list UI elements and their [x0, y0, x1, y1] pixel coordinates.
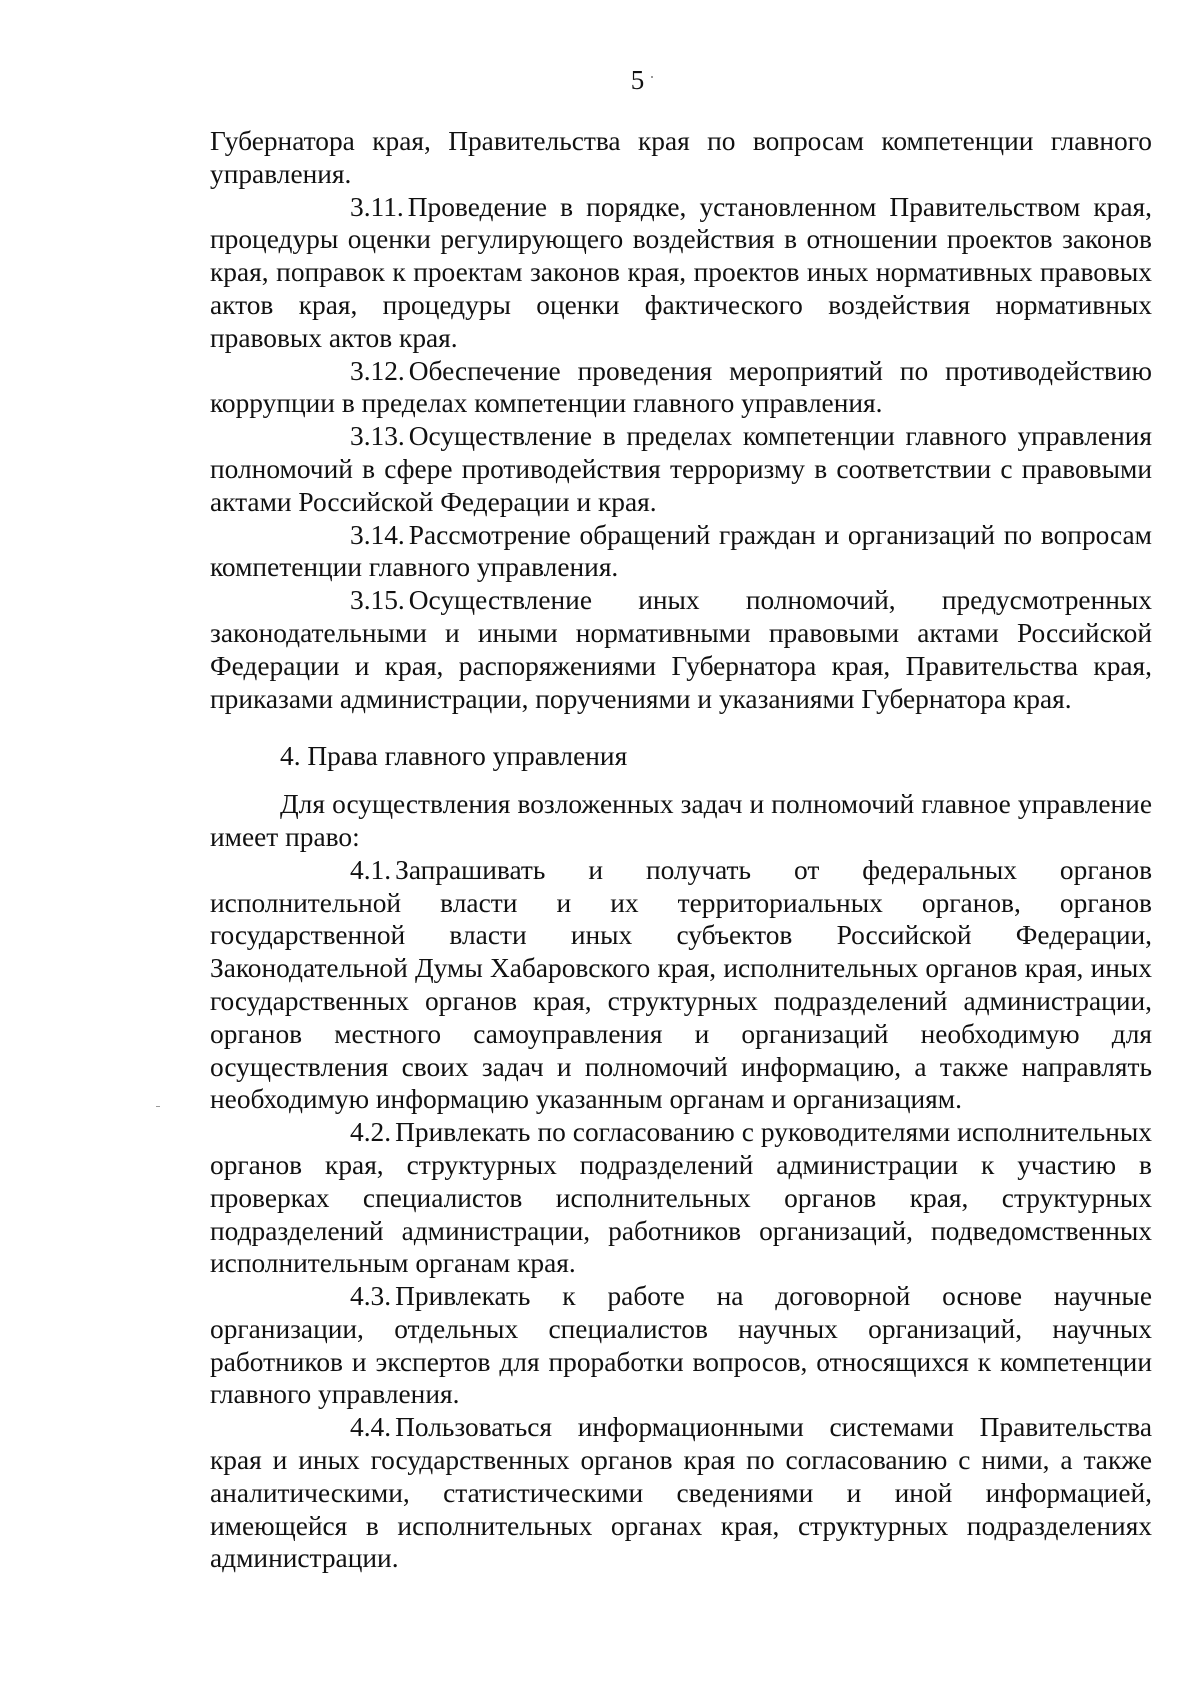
- paragraph-number: 4.3.: [350, 1281, 392, 1312]
- paragraph-text: Обеспечение проведения мероприятий по противодействию коррупции в пределах компетенции главного управления.: [210, 355, 1152, 419]
- paragraph-3-12: [210, 355, 1152, 421]
- paragraph-3-15: [210, 584, 1152, 715]
- paragraph-section-intro: [210, 788, 1152, 854]
- paragraph-text: Пользоваться информационными системами Правительства края и иных государственных органов края по согласованию с ними, а также аналитическими, статистическими сведениями и иной информацией, имеющейся в исполнительных органах края, структурных подразделениях администрации.: [210, 1412, 1152, 1574]
- paragraph-text: Рассмотрение обращений граждан и организаций по вопросам компетенции главного управления.: [210, 519, 1152, 583]
- paragraph-number: 3.11.: [350, 191, 404, 222]
- scan-speck: [651, 76, 653, 78]
- document-body: [210, 125, 1152, 1575]
- paragraph-number: 3.15.: [350, 585, 405, 616]
- paragraph-text: Осуществление в пределах компетенции главного управления полномочий в сфере противодействия терроризму в соответствии с правовыми актами Российской Федерации и края.: [210, 421, 1152, 517]
- paragraph-number: 4.1.: [350, 854, 392, 885]
- margin-mark: [156, 1106, 160, 1107]
- paragraph-number: 3.14.: [350, 519, 405, 550]
- paragraph-3-14: [210, 519, 1152, 585]
- paragraph-4-4: [210, 1411, 1152, 1575]
- paragraph-4-3: [210, 1280, 1152, 1411]
- paragraph-number: 4.2.: [350, 1117, 392, 1148]
- paragraph-continuation: [210, 125, 1152, 191]
- paragraph-3-13: [210, 420, 1152, 518]
- paragraph-number: 3.13.: [350, 421, 405, 452]
- paragraph-number: 4.4.: [350, 1412, 392, 1443]
- paragraph-text: Осуществление иных полномочий, предусмотренных законодательными и иными нормативными правовыми актами Российской Федерации и края, распоряжениями Губернатора края, Правительства края, приказами администрации, поручениями и указаниями Губернатора края.: [210, 585, 1152, 714]
- paragraph-text: Губернатора края, Правительства края по вопросам компетенции главного управления.: [210, 126, 1152, 189]
- paragraph-text: Привлекать к работе на договорной основе научные организации, отдельных специалистов научных организаций, научных работников и экспертов для проработки вопросов, относящихся к компетенции главного управления.: [210, 1281, 1152, 1410]
- page-number: 5: [630, 65, 645, 95]
- paragraph-text: Привлекать по согласованию с руководителями исполнительных органов края, структурных подразделений администрации к участию в проверках специалистов исполнительных органов края, структурных подразделений администрации, работников организаций, подведомственных исполнительным органам края.: [210, 1117, 1152, 1279]
- paragraph-3-11: [210, 191, 1152, 355]
- paragraph-4-1: [210, 854, 1152, 1116]
- paragraph-text: Запрашивать и получать от федеральных органов исполнительной власти и их территориальных органов, органов государственной власти иных субъектов Российской Федерации, Законодательной Думы Хабаровского края, исполнительных органов края, иных государственных органов края, структурных подразделений администрации, органов местного самоуправления и организаций необходимую для осуществления своих задач и полномочий информацию, а также направлять необходимую информацию указанным органам и организациям.: [210, 854, 1152, 1115]
- section-heading: 4. Права главного управления: [280, 741, 628, 772]
- paragraph-text: Для осуществления возложенных задач и полномочий главное управление имеет право:: [210, 789, 1152, 852]
- paragraph-4-2: [210, 1116, 1152, 1280]
- paragraph-text: Проведение в порядке, установленном Правительством края, процедуры оценки регулирующего воздействия в отношении проектов законов края, поправок к проектам законов края, проектов иных нормативных правовых актов края, процедуры оценки фактического воздействия нормативных правовых актов края.: [210, 191, 1152, 353]
- paragraph-number: 3.12.: [350, 355, 405, 386]
